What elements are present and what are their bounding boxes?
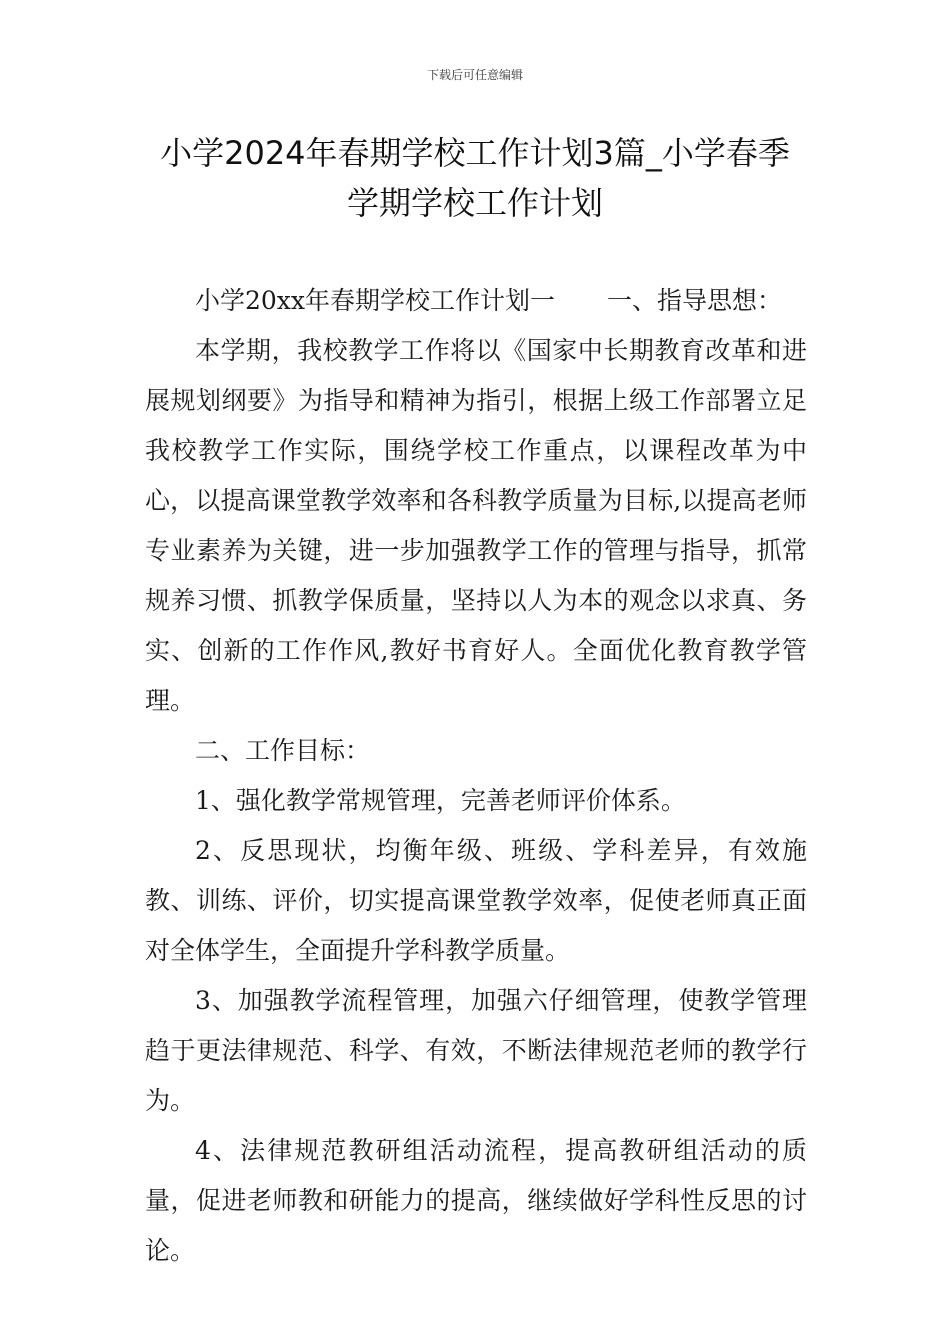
section-heading-guiding-ideology: 一、指导思想： — [607, 286, 783, 315]
paragraph-guiding-ideology: 本学期，我校教学工作将以《国家中长期教育改革和进展规划纲要》为指导和精神为指引，根据上级工作部署立足我校教学工作实际，围绕学校工作重点，以课程改革为中心，以提高课堂教学效率和各科教学质量为目标,以提高老师专业素养为关键，进一步加强教学工作的管理与指导，抓常规养习惯、抓教学保质量，坚持以人为本的观念以求真、务实、创新的工作作风,教好书育好人。全面优化教育教学管理。 — [145, 336, 807, 715]
plan-label: 小学20xx年春期学校工作计划一 — [195, 286, 556, 315]
section-heading-work-goals: 二、工作目标： — [195, 736, 371, 765]
goal-item-4: 4、法律规范教研组活动流程，提高教研组活动的质量，促进老师教和研能力的提高，继续做好学科性反思的讨论。 — [145, 1136, 807, 1265]
document-body — [145, 276, 807, 1276]
goal-item-2: 2、反思现状，均衡年级、班级、学科差异，有效施教、训练、评价，切实提高课堂教学效率，促使老师真正面对全体学生，全面提升学科教学质量。 — [145, 836, 807, 965]
goal-item-3: 3、加强教学流程管理，加强六仔细管理，使教学管理趋于更法律规范、科学、有效，不断法律规范老师的教学行为。 — [145, 986, 807, 1115]
header-note: 下载后可任意编辑 — [426, 68, 523, 82]
intro-paragraph — [145, 276, 807, 326]
goal-item-1: 1、强化教学常规管理，完善老师评价体系。 — [195, 786, 686, 815]
document-title: 小学2024年春期学校工作计划3篇_小学春季学期学校工作计划 — [160, 134, 790, 222]
